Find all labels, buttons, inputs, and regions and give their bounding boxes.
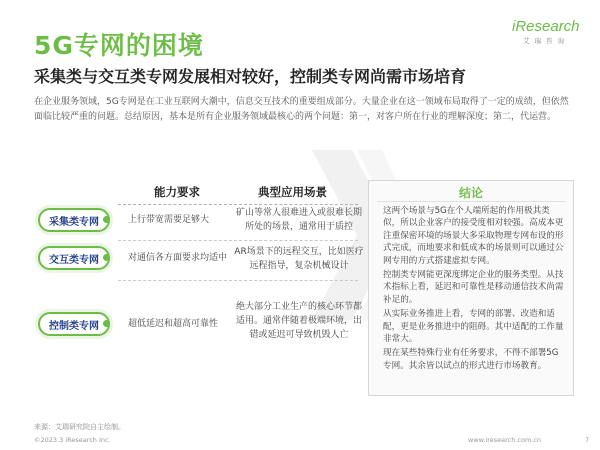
row-requirement: 对通信各方面要求均适中: [128, 253, 228, 263]
row-divider: [118, 280, 358, 281]
iresearch-logo: [512, 18, 580, 56]
conclusion-paragraph: 这两个场景与5G在个人端所起的作用极其类似，所以企业客户的接受度相对较强。高成本更注重保密环境的场景大多采取物理专网布设的形式完成，而地要求和低成本的场景则可以通过公网专用的方式搭建虚拟专网。: [383, 206, 564, 266]
type-pill-control: 控制类专网: [38, 312, 110, 336]
pill-dot: [103, 320, 110, 327]
column-header-requirement: 能力要求: [154, 185, 200, 199]
conclusion-title: 结论: [458, 186, 483, 200]
row-application: AR场景下的远程交互，比如医疗远程指导，复杂机械设计: [234, 247, 364, 271]
conclusion-paragraph: 控制类专网能更深度绑定企业的服务类型。从技术指标上看，延迟和可靠性是移动通信技术尚需补足的。: [383, 270, 564, 305]
pill-dot: [103, 254, 110, 261]
page-title: 5G专网的困境: [34, 31, 204, 60]
conclusion-box: [368, 180, 574, 396]
intro-paragraph: 在企业服务领域，5G专网是在工业互联网大潮中，信息交互技术的重要组成部分。大量企业在这一领域布局取得了一定的成绩，但依然面临比较严重的问题。总结原因，基本是所有企业服务领域最核心的两个问题：第一，对客户所在行业的理解深度；第二，代运营。: [34, 97, 569, 122]
row-requirement: 超低延迟和超高可靠性: [128, 319, 219, 329]
row-application: 矿山等常人很难进入或很难长期所处的场景，通常用于质控: [235, 208, 362, 232]
type-pill-interaction: 交互类专网: [38, 246, 110, 270]
pill-dot: [103, 216, 110, 223]
type-pill-collection: 采集类专网: [38, 208, 110, 232]
copyright: ©2023.3 iResearch Inc.: [34, 436, 111, 444]
page-number: 7: [585, 436, 590, 444]
logo-wordmark: iResearch: [512, 18, 580, 35]
row-divider: [118, 240, 358, 241]
page-subtitle: 采集类与交互类专网发展相对较好，控制类专网尚需市场培育: [34, 67, 467, 86]
header-divider: [118, 204, 358, 205]
row-requirement: 上行带宽需要足够大: [128, 215, 210, 225]
conclusion-body: [383, 205, 565, 374]
website-url: www.iresearch.com.cn: [468, 436, 542, 444]
column-header-application: 典型应用场景: [258, 185, 327, 199]
logo-subtext: 艾瑞咨询: [523, 37, 569, 45]
source-note: 来源：艾瑞研究院自主绘制。: [34, 423, 125, 431]
conclusion-paragraph: 现在某些特殊行业有任务要求，不得不部署5G专网。其余皆以试点的形式进行市场教育。: [383, 348, 559, 371]
conclusion-paragraph: 从实际业务推进上看，专网的部署、改造和适配，更是业务推进中的阻碍。其中适配的工作量非常大。: [383, 309, 564, 345]
row-application: 绝大部分工业生产的核心环节都适用。通常伴随着极端环境，出错或延迟可导致机毁人亡: [235, 302, 362, 340]
conclusion-divider: [377, 201, 565, 202]
